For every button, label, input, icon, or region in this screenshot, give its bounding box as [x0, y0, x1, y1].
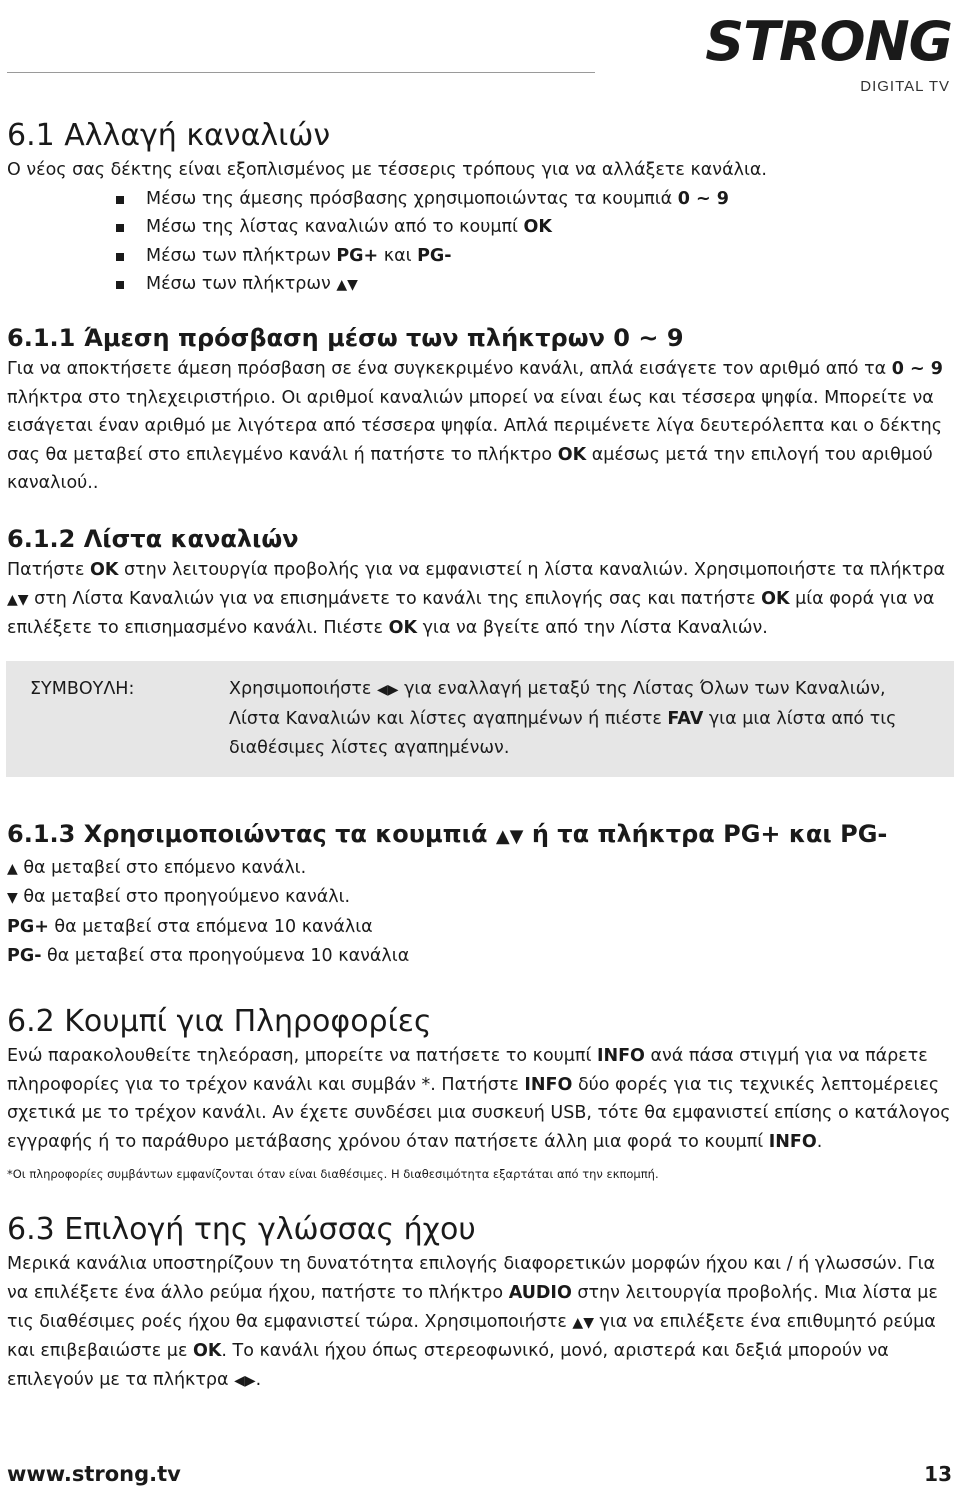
- strong-logo: [652, 8, 956, 98]
- footer-website: www.strong.tv: [7, 1462, 181, 1486]
- section-6-1: [7, 116, 953, 300]
- section-6-1-1: [7, 321, 953, 498]
- section-6-3: [7, 1210, 953, 1395]
- list-item: ▲ θα μεταβεί στο επόμενο κανάλι.: [7, 857, 307, 878]
- list-item: Μέσω της άμεσης πρόσβασης χρησιμοποιώντας τα κουμπιά 0 ~ 9: [114, 185, 953, 214]
- logo-wordmark: STRONG: [705, 10, 952, 73]
- footnote: *Οι πληροφορίες συμβάντων εμφανίζονται όταν είναι διαθέσιμες. Η διαθεσιμότητα εξαρτάται από την εκπομπή.: [7, 1167, 659, 1182]
- list-item: ▼ θα μεταβεί στο προηγούμενο κανάλι.: [7, 887, 351, 908]
- header-rule: [7, 72, 595, 73]
- section-6-1-2: [7, 522, 953, 643]
- list-item: PG+ θα μεταβεί στα επόμενα 10 κανάλια: [7, 916, 373, 937]
- section-title: 6.1.1 Άμεση πρόσβαση μέσω των πλήκτρων 0 ~ 9: [7, 323, 684, 352]
- up-down-arrows-icon: ▲▼: [336, 277, 358, 294]
- section-intro: Ο νέος σας δέκτης είναι εξοπλισμένος με τέσσερις τρόπους για να αλλάξετε κανάλια.: [7, 160, 767, 180]
- tip-box: [6, 661, 954, 777]
- section-title: 6.1.2 Λίστα καναλιών: [7, 524, 299, 553]
- section-body: Μερικά κανάλια υποστηρίζουν τη δυνατότητα επιλογής διαφορετικών μορφών ήχου και / ή γλωσσών. Για να επιλέξετε ένα άλλο ρεύμα ήχου, πατήστε το πλήκτρο AUDIO στην λειτουργία προβολής. Μια λίστα με τις διαθέσιμες ροές ήχου θα εμφανιστεί τώρα. Χρησιμοποιήστε ▲▼ για να επιλέξετε ένα επιθυμητό ρεύμα και επιβεβαιώστε με OK. Το κανάλι ήχου όπως στερεοφωνικό, μονό, αριστερά και δεξιά μπορούν να επιλεγούν με τα πλήκτρα ◀▶.: [7, 1254, 938, 1390]
- section-title: 6.2 Κουμπί για Πληροφορίες: [7, 1004, 432, 1040]
- up-down-arrows-icon: ▲▼: [7, 591, 29, 608]
- list-item: PG- θα μεταβεί στα προηγούμενα 10 κανάλια: [7, 945, 410, 966]
- list-item: Μέσω των πλήκτρων PG+ και PG-: [114, 242, 953, 271]
- list-item: Μέσω της λίστας καναλιών από το κουμπί OK: [114, 213, 953, 242]
- up-down-arrows-icon: ▲▼: [572, 1314, 594, 1331]
- down-arrow-icon: ▼: [7, 890, 18, 907]
- left-right-arrows-icon: ◀▶: [376, 681, 399, 698]
- up-down-arrows-icon: ▲▼: [495, 825, 524, 847]
- section-6-2: [7, 1002, 953, 1184]
- section-body: Ενώ παρακολουθείτε τηλεόραση, μπορείτε να πατήσετε το κουμπί INFO ανά πάσα στιγμή για να πάρετε πληροφορίες για το τρέχον κανάλι και συμβάν *. Πατήστε INFO δύο φορές για τις τεχνικές λεπτομέρειες σχετικά με το τρέχον κανάλι. Αν έχετε συνδέσει μια συσκευή USB, τότε θα εμφανιστεί επίσης ο κατάλογος εγγραφής ή το παράθυρο μετάβασης χρόνου όταν πατήσετε άλλη μια φορά το κουμπί INFO.: [7, 1046, 951, 1152]
- tip-text: Χρησιμοποιήστε ◀▶ για εναλλαγή μεταξύ της Λίστας Όλων των Καναλιών, Λίστα Καναλιών και λίστες αγαπημένων ή πιέστε FAV για μια λίστα από τις διαθέσιμες λίστες αγαπημένων.: [229, 678, 897, 758]
- section-body: Πατήστε OK στην λειτουργία προβολής για να εμφανιστεί η λίστα καναλιών. Χρησιμοποιήστε τα πλήκτρα ▲▼ στη Λίστα Καναλιών για να επισημάνετε το κανάλι της επιλογής σας και πατήστε OK μία φορά για να επιλέξετε το επισημασμένο κανάλι. Πιέστε OK για να βγείτε από την Λίστα Καναλιών.: [7, 559, 946, 639]
- page-content: [7, 116, 953, 1395]
- section-title: 6.3 Επιλογή της γλώσσας ήχου: [7, 1212, 476, 1248]
- bullet-list: [7, 185, 953, 300]
- section-6-1-3: [7, 817, 953, 970]
- section-body: Για να αποκτήσετε άμεση πρόσβαση σε ένα συγκεκριμένο κανάλι, απλά εισάγετε τον αριθμό από τα 0 ~ 9 πλήκτρα στο τηλεχειριστήριο. Οι αριθμοί καναλιών μπορεί να είναι έως και τέσσερα ψηφία. Μπορείτε να εισάγεται έναν αριθμό με λιγότερα από τέσσερα ψηφία. Απλά περιμένετε λίγα δευτερόλεπτα και ο δέκτης σας θα μεταβεί στο επιλεγμένο κανάλι ή πατήστε το πλήκτρο OK αμέσως μετά την επιλογή του αριθμού καναλιού..: [7, 358, 943, 494]
- tip-label: ΣΥΜΒΟΥΛΗ:: [30, 678, 135, 699]
- section-title: 6.1.3 Χρησιμοποιώντας τα κουμπιά ▲▼ ή τα πλήκτρα PG+ και PG-: [7, 819, 888, 848]
- page-number: 13: [924, 1462, 952, 1486]
- logo-tagline: DIGITAL TV: [860, 78, 950, 95]
- up-arrow-icon: ▲: [7, 860, 18, 877]
- section-title: 6.1 Αλλαγή καναλιών: [7, 118, 331, 153]
- left-right-arrows-icon: ◀▶: [234, 1372, 256, 1389]
- list-item: Μέσω των πλήκτρων ▲▼: [114, 270, 953, 300]
